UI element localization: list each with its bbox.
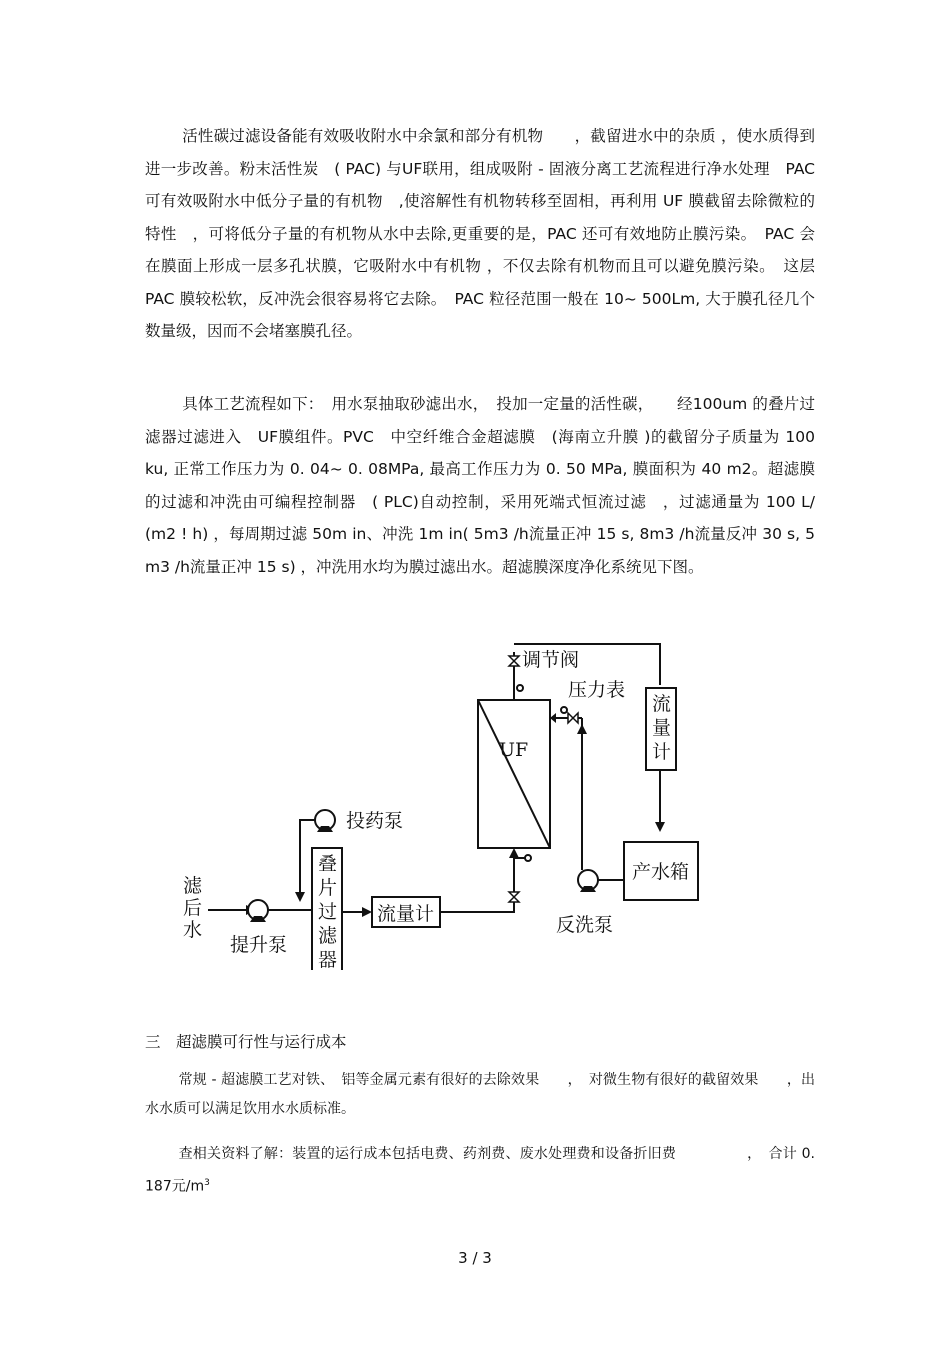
stack-filter-label-1: 叠 [318,853,338,875]
main-flowmeter-label: 流量计 [377,903,435,925]
side-flowmeter-label-1: 流 [652,693,672,715]
stack-filter-label-5: 器 [318,949,338,970]
page-number: 3 / 3 [458,1249,492,1267]
paragraph-cost [145,1140,815,1202]
side-flowmeter-label-3: 计 [652,741,672,763]
stack-filter-label-2: 片 [318,877,338,899]
paragraph-activated-carbon: 活性碳过滤设备能有效吸收附水中余氯和部分有机物 ，截留进水中的杂质 ，使水质得到进一步改善。粉末活性炭 ( PAC) 与UF联用，组成吸附 - 固液分离工艺流程进行净水处理 PAC 可有效吸附水中低分子量的有机物 ,使溶解性有机物转移至固相，再利用 UF 膜截留去除微粒的特性 ，可将低分子量的有机物从水中去除,更重要的是，PAC 还可有效地防止膜污染。 PAC 会在膜面上形成一层多孔状膜，它吸附水中有机物 ，不仅去除有机物而且可以避免膜污染。 这层PAC 膜较松软，反冲洗会很容易将它去除。 PAC 粒径范围一般在 10~ 500Lm, 大于膜孔径几个数量级，因而不会堵塞膜孔径。 [145,127,815,340]
backwash-pump-label: 反洗泵 [556,914,614,936]
uf-system-diagram [150,630,710,970]
paragraph-feasibility: 常规 - 超滤膜工艺对铁、 铝等金属元素有很好的去除效果 ， 对微生物有很好的截留效果 ，出水水质可以满足饮用水水质标准。 [145,1072,815,1117]
inlet-label-1: 滤 [183,875,203,897]
uf-label: UF [499,739,529,761]
valve-label: 调节阀 [522,649,580,671]
side-flowmeter-label-2: 量 [652,717,672,739]
inlet-label-3: 水 [183,919,203,941]
stack-filter-label-4: 滤 [318,925,338,947]
product-tank-label: 产水箱 [632,861,690,883]
backwash-pump-icon [578,870,598,892]
dosing-pump-icon [315,810,335,832]
dosing-pump-label: 投药泵 [346,810,404,832]
section-heading: 三 超滤膜可行性与运行成本 [145,1033,347,1051]
pressure-gauge-label: 压力表 [568,679,626,701]
lift-pump-label: 提升泵 [230,934,288,956]
lift-pump-icon [248,900,268,922]
paragraph-process-flow: 具体工艺流程如下： 用水泵抽取砂滤出水， 投加一定量的活性碳， 经100um 的叠片过滤器过滤进入 UF膜组件。PVC 中空纤维合金超滤膜 (海南立升膜 )的截留分子质量为 100 ku, 正常工作压力为 0. 04~ 0. 08MPa, 最高工作压力为 0. 50 MPa, 膜面积为 40 m2。超滤膜的过滤和冲洗由可编程控制器 ( PLC)自动控制，采用死端式恒流过滤 ，过滤通量为 100 L/ (m2 ! h) ，每周期过滤 50m in、冲洗 1m in( 5m3 /h流量正冲 15 s, 8m3 /h流量反冲 30 s, 5 m3 /h流量正冲 15 s) ，冲洗用水均为膜过滤出水。超滤膜深度净化系统见下图。 [145,395,815,576]
cost-text: 查相关资料了解：装置的运行成本包括电费、药剂费、废水处理费和设备折旧费 ， 合计 0. 187元/m [145,1146,815,1195]
stack-filter-label-3: 过 [318,901,338,923]
inlet-label-2: 后 [183,897,203,919]
cost-unit-superscript: 3 [204,1178,210,1188]
